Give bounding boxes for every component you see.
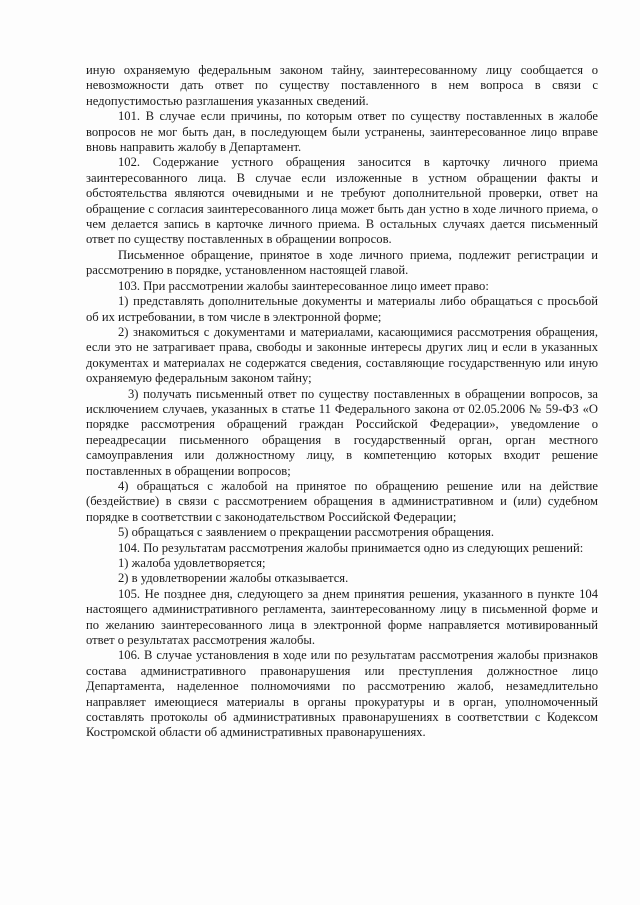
list-item-103-2: 2) знакомиться с документами и материалами, касающимися рассмотрения обращения, если это не затрагивает права, свободы и законные интересы других лиц и если в указанных документах и материалах не содержатся сведения, составляющие государственную или иную охраняемую федеральным законом тайну; [86, 324, 598, 386]
list-item-104-1: 1) жалоба удовлетворяется; [118, 556, 266, 570]
paragraph-written-appeal: Письменное обращение, принятое в ходе личного приема, подлежит регистрации и рассмотрению в порядке, установленном настоящей главой. [86, 247, 598, 278]
paragraph-106: 106. В случае установления в ходе или по результатам рассмотрения жалобы признаков состава административного правонарушения или преступления должностное лицо Департамента, наделенное полномочиями по рассмотрению жалоб, незамедлительно направляет имеющиеся материалы в органы прокуратуры и в орган, уполномоченный составлять протоколы об административных правонарушениях в соответствии с Кодексом Костромской области об административных правонарушениях. [86, 648, 598, 740]
paragraph-102: 102. Содержание устного обращения заносится в карточку личного приема заинтересованного лица. В случае если изложенные в устном обращении факты и обстоятельства являются очевидными и не требуют дополнительной проверки, ответ на обращение с согласия заинтересованного лица может быть дан устно в ходе личного приема, о чем делается запись в карточке личного приема. В остальных случаях дается письменный ответ по существу поставленных в обращении вопросов. [86, 155, 598, 247]
list-item-103-3: 3) получать письменный ответ по существу поставленных в обращении вопросов, за исключением случаев, указанных в статье 11 Федерального закона от 02.05.2006 № 59-ФЗ «О порядке рассмотрения обращений граждан Российской Федерации», уведомление о переадресации письменного обращения в государственный орган, орган местного самоуправления или должностному лицу, в компетенцию которых входит решение поставленных в обращении вопросов; [86, 386, 598, 478]
paragraph-103: 103. При рассмотрении жалобы заинтересованное лицо имеет право: [118, 278, 489, 293]
paragraph-101: 101. В случае если причины, по которым ответ по существу поставленных в жалобе вопросов не мог быть дан, в последующем были устранены, заинтересованное лицо вправе вновь направить жалобу в Департамент. [86, 109, 598, 155]
paragraph-105: 105. Не позднее дня, следующего за днем принятия решения, указанного в пункте 104 настоящего административного регламента, заинтересованному лицу в письменной форме и по желанию заинтересованного лица в электронной форме направляется мотивированный ответ о результатах рассмотрения жалобы. [86, 586, 598, 648]
document-body [86, 63, 598, 741]
paragraph-104: 104. По результатам рассмотрения жалобы принимается одно из следующих решений: [118, 540, 584, 555]
list-item-103-4: 4) обращаться с жалобой на принятое по обращению решение или на действие (бездействие) в связи с рассмотрением обращения в административном и (или) судебном порядке в соответствии с законодательством Российской Федерации; [86, 478, 598, 524]
list-item-103-1: 1) представлять дополнительные документы и материалы либо обращаться с просьбой об их истребовании, в том числе в электронной форме; [86, 294, 598, 324]
list-item-104-2: 2) в удовлетворении жалобы отказывается. [118, 571, 349, 586]
paragraph-continuation: иную охраняемую федеральным законом тайну, заинтересованному лицу сообщается о невозможности дать ответ по существу поставленного в нем вопроса в связи с недопустимостью разглашения указанных сведений. [86, 63, 598, 108]
list-item-103-5: 5) обращаться с заявлением о прекращении рассмотрения обращения. [118, 525, 495, 540]
